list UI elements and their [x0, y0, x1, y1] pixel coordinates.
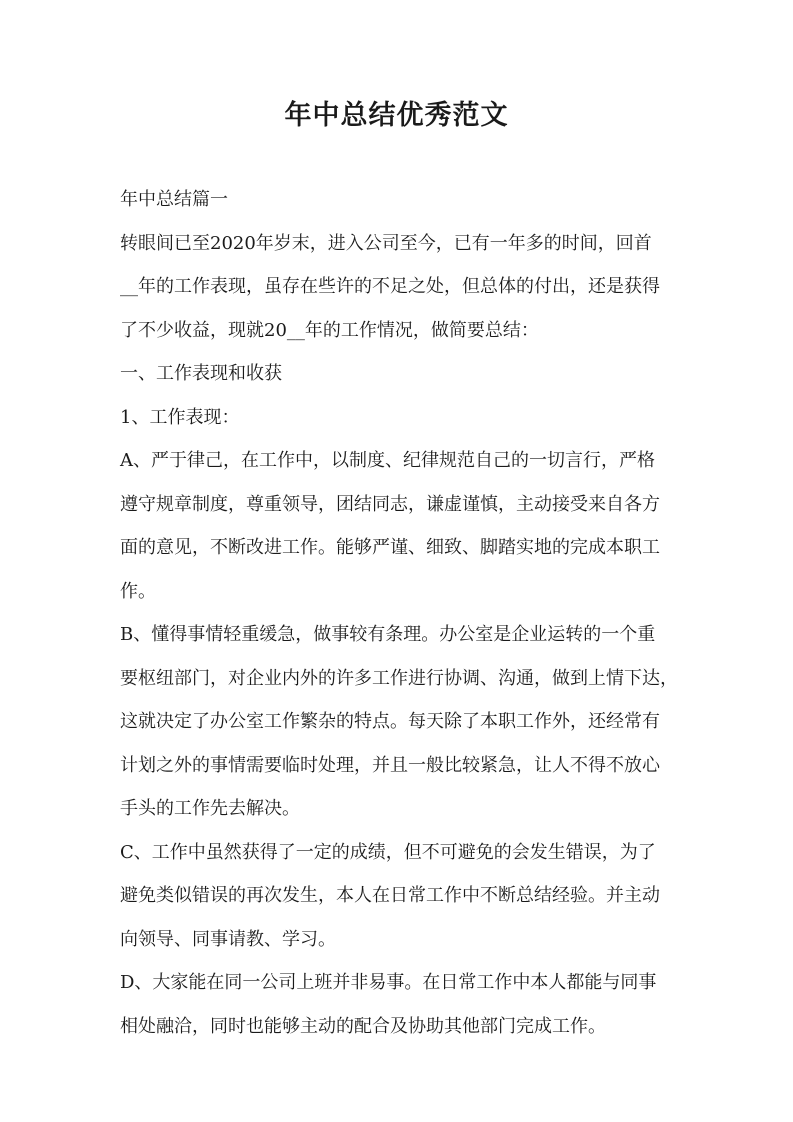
paragraph-line: 手头的工作先去解决。	[120, 798, 300, 819]
subsection-heading: 1、工作表现：	[120, 406, 240, 428]
document-title: 年中总结优秀范文	[284, 100, 509, 131]
subsection-heading: 一、工作表现和收获	[120, 363, 282, 384]
section-heading: 年中总结篇一	[120, 189, 228, 210]
paragraph-line: 了不少收益，现就20__年的工作情况，做简要总结：	[120, 319, 539, 341]
paragraph-line: D、大家能在同一公司上班并非易事。在日常工作中本人都能与同事	[120, 972, 657, 993]
paragraph-line: A、严于律己，在工作中，以制度、纪律规范自己的一切言行，严格	[120, 450, 655, 471]
document-body	[120, 178, 676, 1048]
paragraph-line: 这就决定了办公室工作繁杂的特点。每天除了本职工作外，还经常有	[120, 711, 660, 732]
paragraph-line: 转眼间已至2020年岁末，进入公司至今，已有一年多的时间，回首	[120, 232, 652, 254]
paragraph-line: 面的意见，不断改进工作。能够严谨、细致、脚踏实地的完成本职工	[120, 537, 660, 558]
paragraph-line: 相处融洽，同时也能够主动的配合及协助其他部门完成工作。	[120, 1015, 606, 1037]
paragraph-line: 遵守规章制度，尊重领导，团结同志，谦虚谨慎，主动接受来自各方	[120, 493, 660, 515]
paragraph-line: 作。	[120, 580, 156, 602]
paragraph-line: 计划之外的事情需要临时处理，并且一般比较紧急，让人不得不放心	[120, 754, 660, 776]
paragraph-line: __年的工作表现，虽存在些许的不足之处，但总体的付出，还是获得	[120, 276, 660, 297]
paragraph-line: 向领导、同事请教、学习。	[120, 928, 336, 950]
paragraph-line: B、懂得事情轻重缓急，做事较有条理。办公室是企业运转的一个重	[120, 624, 656, 645]
paragraph-line: 避免类似错误的再次发生，本人在日常工作中不断总结经验。并主动	[120, 885, 660, 906]
paragraph-line: C、工作中虽然获得了一定的成绩，但不可避免的会发生错误，为了	[120, 841, 656, 863]
paragraph-line: 要枢纽部门，对企业内外的许多工作进行协调、沟通，做到上情下达，	[120, 667, 678, 689]
